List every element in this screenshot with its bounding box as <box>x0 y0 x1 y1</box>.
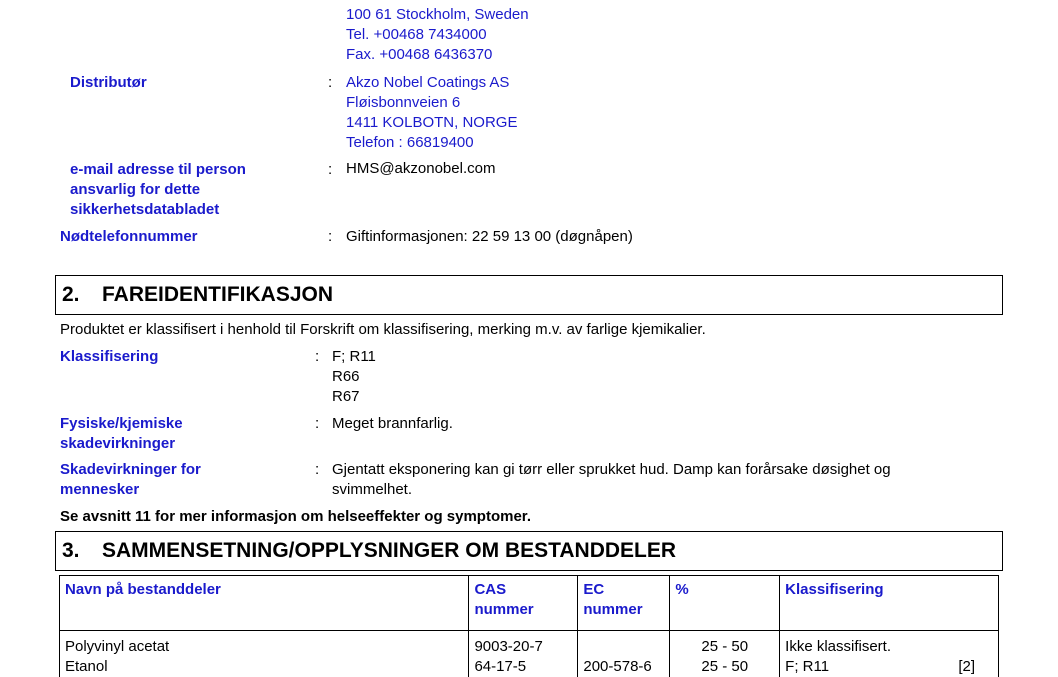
cell-name: Etanol <box>60 657 469 677</box>
table-row <box>60 631 999 658</box>
cell-ec <box>578 631 670 658</box>
header-name: Navn på bestanddeler <box>60 576 469 631</box>
composition-table <box>59 575 999 677</box>
composition-header-row <box>60 576 999 631</box>
cell-percent: 25 - 50 <box>670 657 780 677</box>
emergency-label: Nødtelefonnummer <box>60 228 198 245</box>
distributor-street: Fløisbonnveien 6 <box>346 94 461 111</box>
distributor-colon: : <box>328 74 333 91</box>
cell-cas: 9003-20-7 <box>469 631 578 658</box>
classification-colon: : <box>315 348 320 365</box>
section2-intro: Produktet er klassifisert i henhold til Forskrift om klassifisering, merking m.v. av farlige kjemikalier. <box>60 321 706 338</box>
distributor-label: Distributør <box>70 74 147 91</box>
classification-value-1: F; R11 <box>332 348 376 365</box>
supplier-address-line1: 100 61 Stockholm, Sweden <box>346 6 529 23</box>
physical-label-line2: skadevirkninger <box>60 435 176 452</box>
section2-header <box>55 275 1003 315</box>
classification-value-3: R67 <box>332 388 360 405</box>
distributor-city: 1411 KOLBOTN, NORGE <box>346 114 518 131</box>
cell-ec: 200-578-6 <box>578 657 670 677</box>
cell-percent: 25 - 50 <box>670 631 780 658</box>
classification-value-2: R66 <box>332 368 360 385</box>
classification-label: Klassifisering <box>60 348 159 365</box>
human-value-line2: svimmelhet. <box>332 481 413 498</box>
human-value-line1: Gjentatt eksponering kan gi tørr eller sprukket hud. Damp kan forårsake døsighet og <box>332 461 891 478</box>
header-percent: % <box>670 576 780 631</box>
human-label-line2: mennesker <box>60 481 140 498</box>
physical-colon: : <box>315 415 320 432</box>
cell-classification: Ikke klassifisert. <box>780 631 999 658</box>
distributor-name: Akzo Nobel Coatings AS <box>346 74 510 91</box>
physical-label-line1: Fysiske/kjemiske <box>60 415 183 432</box>
header-ec: EC nummer <box>578 576 670 631</box>
human-colon: : <box>315 461 320 478</box>
cell-classification: F; R11 [2] <box>780 657 999 677</box>
distributor-phone: Telefon : 66819400 <box>346 134 474 151</box>
section2-footnote: Se avsnitt 11 for mer informasjon om helseeffekter og symptomer. <box>60 508 531 525</box>
email-value[interactable]: HMS@akzonobel.com <box>346 160 496 177</box>
header-classification: Klassifisering <box>780 576 999 631</box>
cell-name: Polyvinyl acetat <box>60 631 469 658</box>
supplier-phone: Tel. +00468 7434000 <box>346 26 487 43</box>
email-label-line1: e-mail adresse til person <box>70 161 246 178</box>
emergency-colon: : <box>328 228 333 245</box>
emergency-value: Giftinformasjonen: 22 59 13 00 (døgnåpen) <box>346 228 633 245</box>
email-colon: : <box>328 161 333 178</box>
section3-number: 3. <box>62 539 80 562</box>
table-row <box>60 657 999 677</box>
section2-title: FAREIDENTIFIKASJON <box>102 283 334 306</box>
human-label-line1: Skadevirkninger for <box>60 461 201 478</box>
section3-header <box>55 531 1003 571</box>
supplier-fax: Fax. +00468 6436370 <box>346 46 493 63</box>
physical-value: Meget brannfarlig. <box>332 415 453 432</box>
header-cas: CAS nummer <box>469 576 578 631</box>
email-label-line2: ansvarlig for dette <box>70 181 201 198</box>
email-label-line3: sikkerhetsdatabladet <box>70 201 220 218</box>
cell-cas: 64-17-5 <box>469 657 578 677</box>
section3-title: SAMMENSETNING/OPPLYSNINGER OM BESTANDDELER <box>102 539 677 562</box>
cell-classification-ref: [2] <box>958 658 975 675</box>
section2-number: 2. <box>62 283 80 306</box>
